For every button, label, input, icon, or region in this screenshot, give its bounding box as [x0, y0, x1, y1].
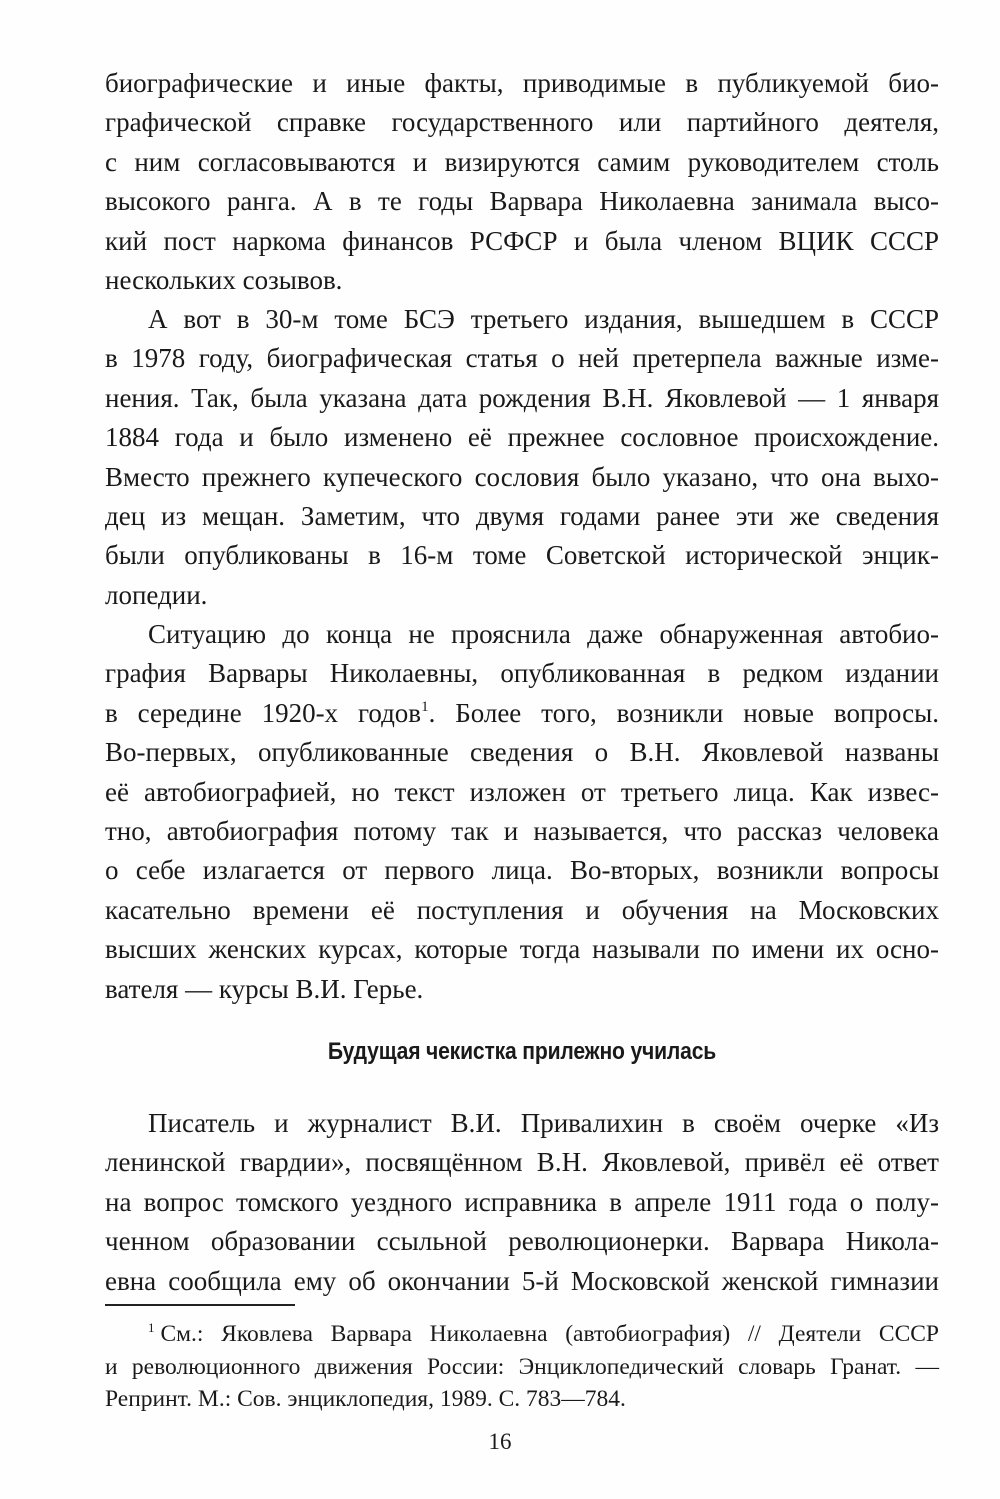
paragraph-line: нения. Так, была указана дата рождения В.Н. Яковлевой — 1 января [105, 382, 939, 413]
paragraph-line: ченном образовании ссыльной революционерки. Варвара Никола- [105, 1226, 939, 1257]
page-number: 16 [488, 1429, 512, 1454]
paragraph-1 [105, 64, 939, 300]
paragraph-line: на вопрос томского уездного исправника в апреле 1911 года о полу- [105, 1186, 939, 1217]
line-text: . Более того, возникли новые вопросы. [428, 697, 939, 728]
footnote-line [105, 1318, 939, 1351]
paragraph-line: нескольких созывов. [105, 264, 343, 295]
footnote [105, 1318, 939, 1416]
footnote-marker: 1 [148, 1320, 155, 1335]
paragraph-line: Вместо прежнего купеческого сословия было указано, что она выхо- [105, 461, 939, 492]
paragraph-line: высокого ранга. А в те годы Варвара Николаевна занимала высо- [105, 186, 939, 217]
paragraph-3 [105, 615, 939, 1009]
paragraph-line: о себе излагается от первого лица. Во-вторых, возникли вопросы [105, 855, 939, 886]
paragraph-line: Писатель и журналист В.И. Привалихин в своём очерке «Из [148, 1108, 939, 1138]
paragraph-line: её автобиографией, но текст изложен от третьего лица. Как извес- [105, 776, 939, 807]
footnote-text: См.: Яковлева Варвара Николаевна (автобиография) // Деятели СССР [160, 1321, 939, 1347]
paragraph-line: графия Варвары Николаевны, опубликованная в редком издании [105, 658, 939, 689]
paragraph-line: с ним согласовываются и визируются самим руководителем столь [105, 146, 939, 177]
paragraph-line: касательно времени её поступления и обучения на Московских [105, 894, 939, 925]
paragraph-line: высших женских курсах, которые тогда называли по имени их осно- [105, 934, 939, 965]
footnote-line: Репринт. М.: Сов. энциклопедия, 1989. С. 783—784. [105, 1386, 626, 1413]
paragraph-line: лопедии. [105, 579, 208, 610]
paragraph-line: дец из мещан. Заметим, что двумя годами ранее эти же сведения [105, 500, 939, 531]
paragraph-line: Ситуацию до конца не прояснила даже обнаруженная автобио- [148, 619, 939, 649]
paragraph-line: евна сообщила ему об окончании 5-й Московской женской гимназии [105, 1265, 939, 1296]
paragraph-line: 1884 года и было изменено её прежнее сословное происхождение. [105, 422, 939, 453]
paragraph-line: кий пост наркома финансов РСФСР и была членом ВЦИК СССР [105, 225, 939, 256]
line-text: в середине 1920-х годов [105, 697, 422, 728]
section-heading: Будущая чекистка прилежно училась [327, 1038, 717, 1065]
paragraph-2 [105, 300, 939, 615]
footnote-divider [105, 1304, 295, 1306]
footnote-reference[interactable]: 1 [421, 698, 429, 715]
paragraph-line: тно, автобиография потому так и называется, что рассказ человека [105, 815, 939, 846]
paragraph-line: были опубликованы в 16-м томе Советской исторической энцик- [105, 540, 939, 571]
paragraph-line: А вот в 30-м томе БСЭ третьего издания, вышедшем в СССР [148, 304, 939, 334]
paragraph-line: Во-первых, опубликованные сведения о В.Н. Яковлевой названы [105, 737, 939, 768]
paragraph-line [105, 694, 939, 733]
paragraph-line: биографические и иные факты, приводимые в публикуемой био- [105, 68, 939, 98]
paragraph-line: ленинской гвардии», посвящённом В.Н. Яковлевой, привёл её ответ [105, 1147, 939, 1178]
paragraph-4 [105, 1104, 939, 1301]
paragraph-line: в 1978 году, биографическая статья о ней претерпела важные изме- [105, 343, 939, 374]
paragraph-line: вателя — курсы В.И. Герье. [105, 973, 424, 1004]
paragraph-line: графической справке государственного или партийного деятеля, [105, 107, 939, 138]
footnote-line: и революционного движения России: Энциклопедический словарь Гранат. — [105, 1353, 939, 1380]
